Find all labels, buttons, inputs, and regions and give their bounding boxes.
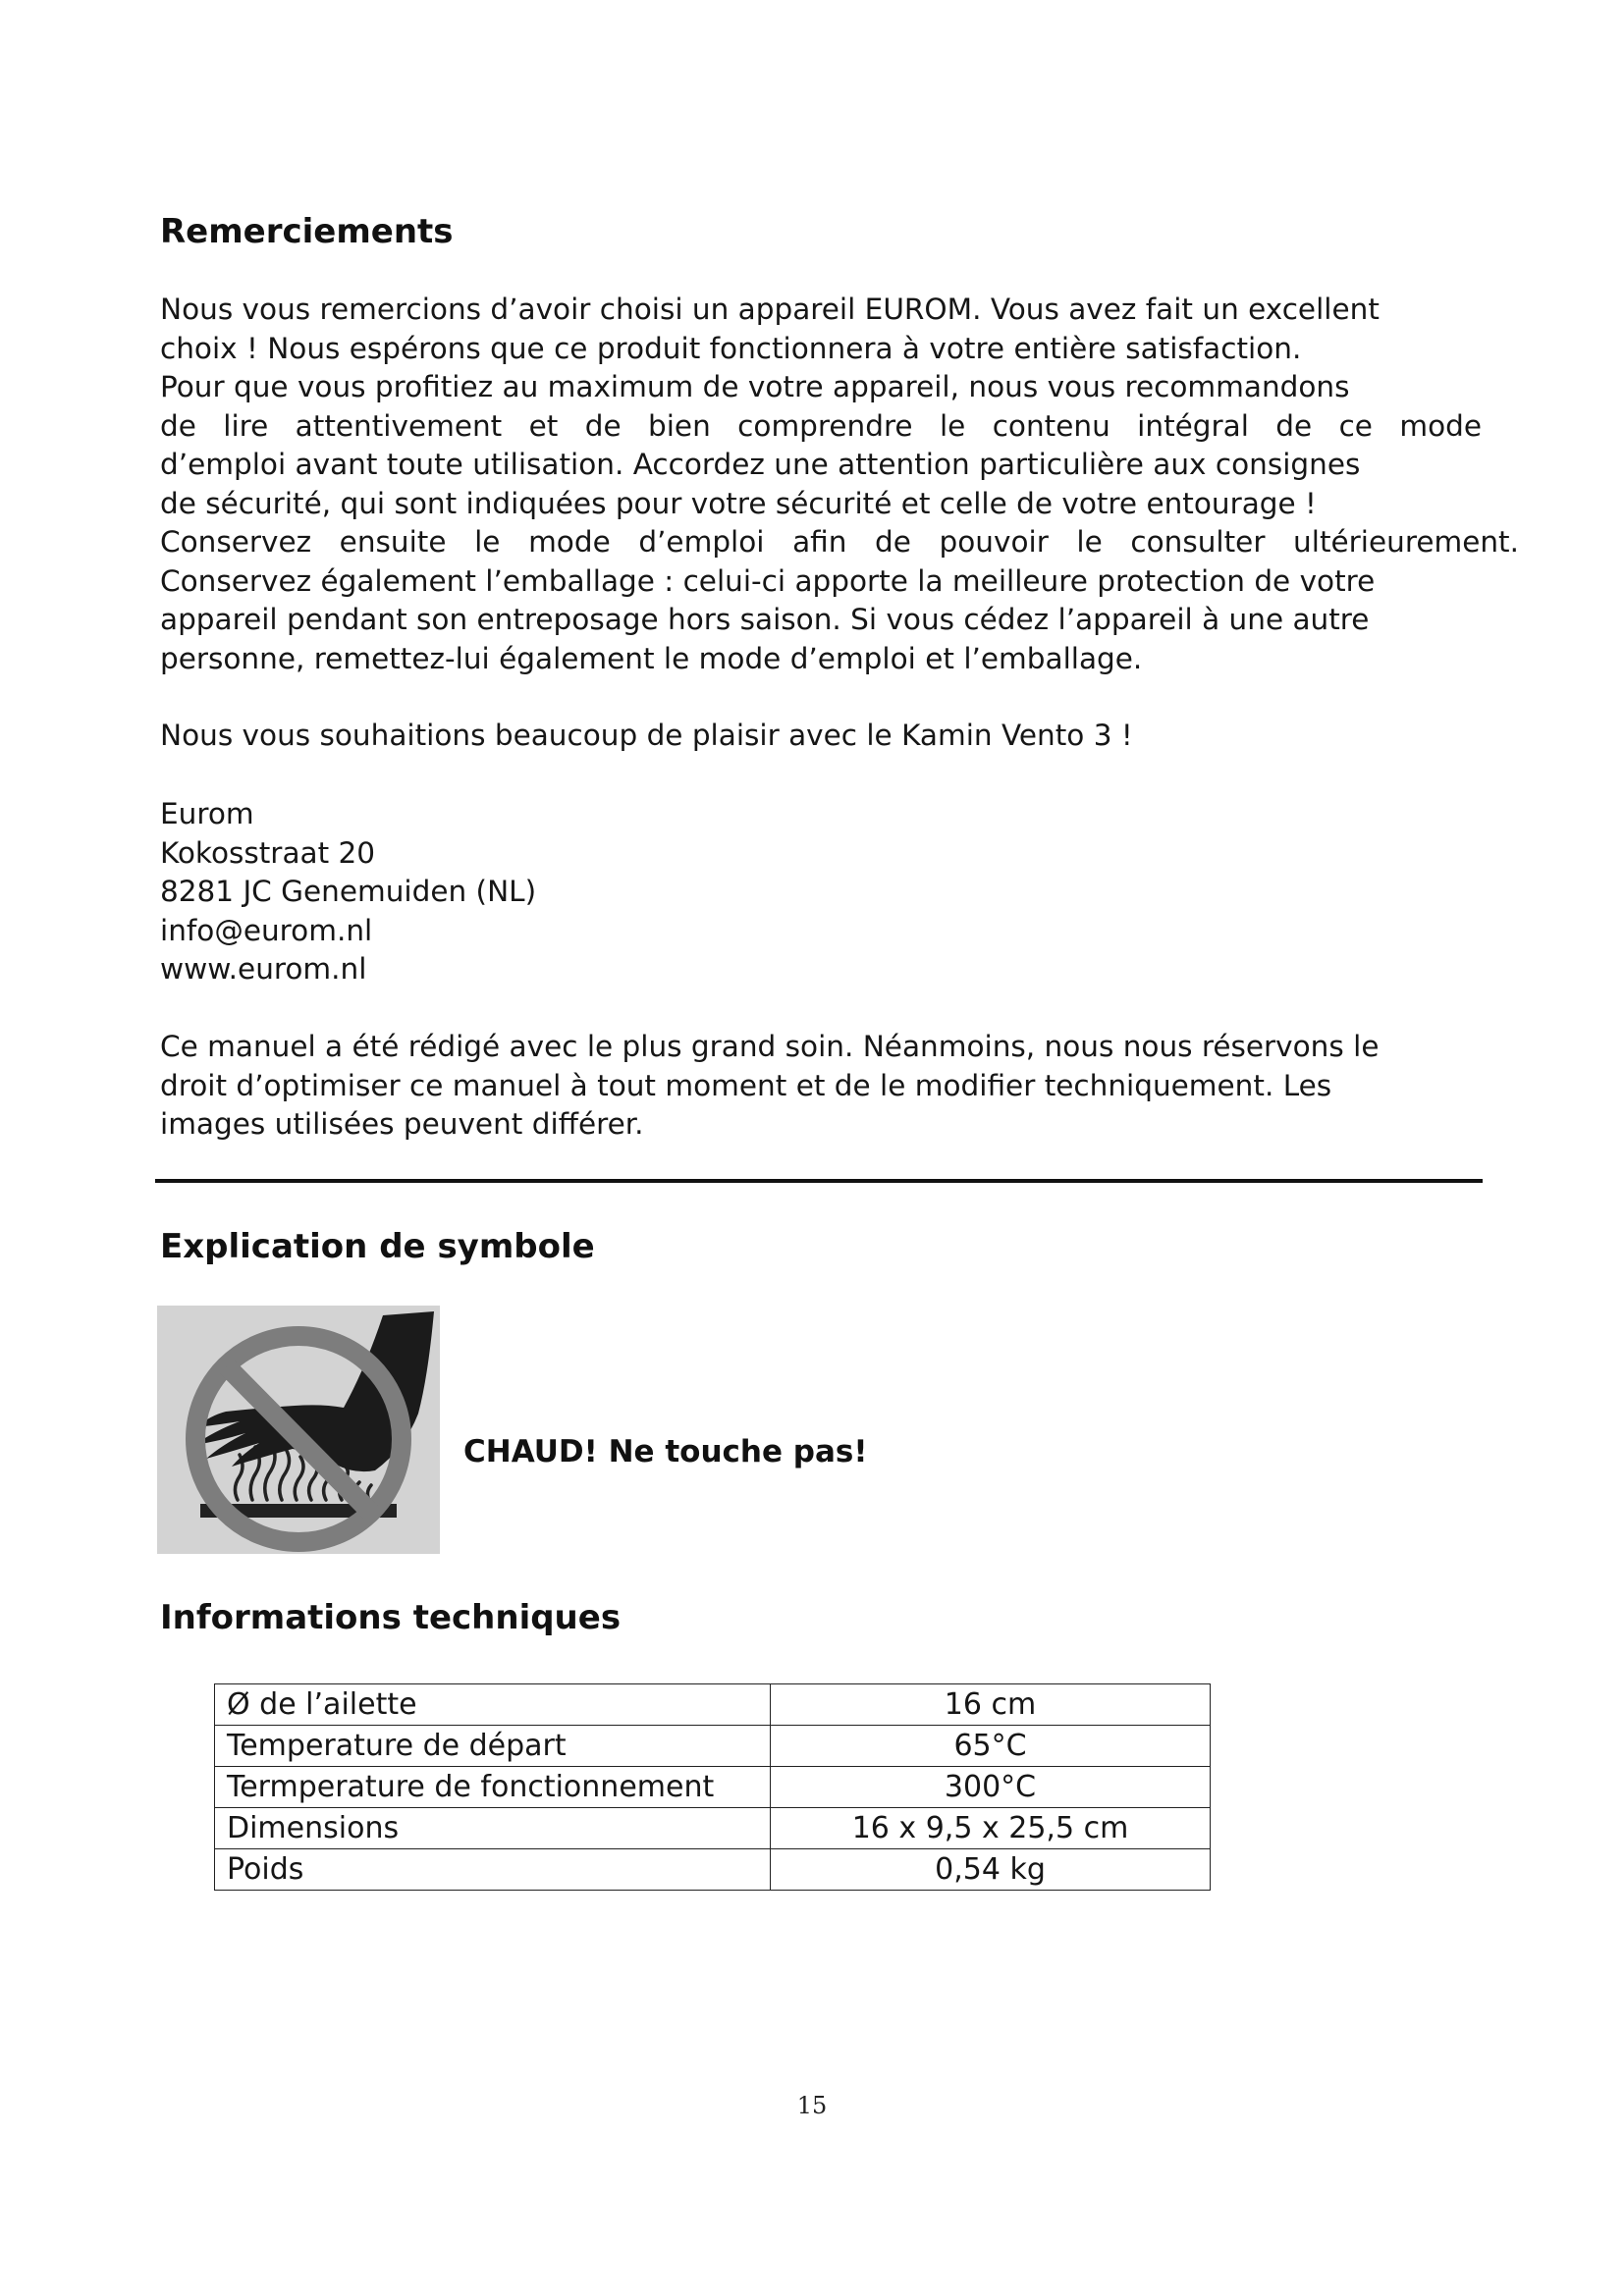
table-row — [215, 1767, 1211, 1808]
address-website: www.eurom.nl — [160, 952, 367, 986]
thanks-line: de lire attentivement et de bien comprendre le contenu intégral de ce mode — [160, 408, 1482, 443]
company-address — [160, 795, 1520, 989]
tech-heading: Informations techniques — [160, 1598, 622, 1637]
wish-line: Nous vous souhaitions beaucoup de plaisir avec le Kamin Vento 3 ! — [160, 719, 1133, 752]
hot-surface-do-not-touch-icon — [157, 1306, 440, 1554]
section-divider — [155, 1179, 1483, 1183]
spec-label: Ø de l’ailette — [215, 1684, 771, 1726]
spec-value: 300°C — [771, 1767, 1211, 1808]
page-number: 15 — [796, 2092, 828, 2119]
symbol-caption: CHAUD! Ne touche pas! — [463, 1434, 868, 1469]
thanks-line: Conservez également l’emballage : celui-ci apporte la meilleure protection de votre — [160, 563, 1376, 598]
thanks-line: choix ! Nous espérons que ce produit fonctionnera à votre entière satisfaction. — [160, 331, 1302, 365]
address-company: Eurom — [160, 797, 254, 830]
tech-specs-table — [214, 1683, 1211, 1891]
disclaimer-paragraph — [160, 1028, 1520, 1145]
thanks-heading: Remerciements — [160, 212, 454, 251]
disclaimer-line: images utilisées peuvent différer. — [160, 1107, 644, 1141]
thanks-line: Conservez ensuite le mode d’emploi afin de pouvoir le consulter ultérieurement. — [160, 525, 1519, 559]
spec-value: 65°C — [771, 1726, 1211, 1767]
address-street: Kokosstraat 20 — [160, 835, 376, 870]
symbols-heading: Explication de symbole — [160, 1227, 595, 1266]
disclaimer-line: Ce manuel a été rédigé avec le plus grand soin. Néanmoins, nous nous réservons le — [160, 1030, 1380, 1063]
spec-label: Poids — [215, 1849, 771, 1891]
thanks-line: Nous vous remercions d’avoir choisi un appareil EUROM. Vous avez fait un excellent — [160, 293, 1380, 326]
thanks-line: Pour que vous profitiez au maximum de votre appareil, nous vous recommandons — [160, 370, 1350, 403]
spec-label: Termperature de fonctionnement — [215, 1767, 771, 1808]
spec-value: 16 cm — [771, 1684, 1211, 1726]
address-email: info@eurom.nl — [160, 913, 373, 947]
table-row — [215, 1849, 1211, 1891]
wish-text — [160, 717, 1520, 756]
table-row — [215, 1726, 1211, 1767]
table-row — [215, 1684, 1211, 1726]
disclaimer-line: droit d’optimiser ce manuel à tout moment et de le modifier techniquement. Les — [160, 1068, 1332, 1102]
thanks-line: appareil pendant son entreposage hors saison. Si vous cédez l’appareil à une autre — [160, 603, 1370, 636]
thanks-line: personne, remettez-lui également le mode d’emploi et l’emballage. — [160, 641, 1143, 675]
table-row — [215, 1808, 1211, 1849]
spec-label: Dimensions — [215, 1808, 771, 1849]
spec-label: Temperature de départ — [215, 1726, 771, 1767]
spec-value: 0,54 kg — [771, 1849, 1211, 1891]
thanks-paragraph — [160, 291, 1520, 678]
thanks-line: d’emploi avant toute utilisation. Accordez une attention particulière aux consignes — [160, 448, 1361, 481]
address-city: 8281 JC Genemuiden (NL) — [160, 875, 537, 908]
spec-value: 16 x 9,5 x 25,5 cm — [771, 1808, 1211, 1849]
thanks-line: de sécurité, qui sont indiquées pour votre sécurité et celle de votre entourage ! — [160, 486, 1317, 520]
